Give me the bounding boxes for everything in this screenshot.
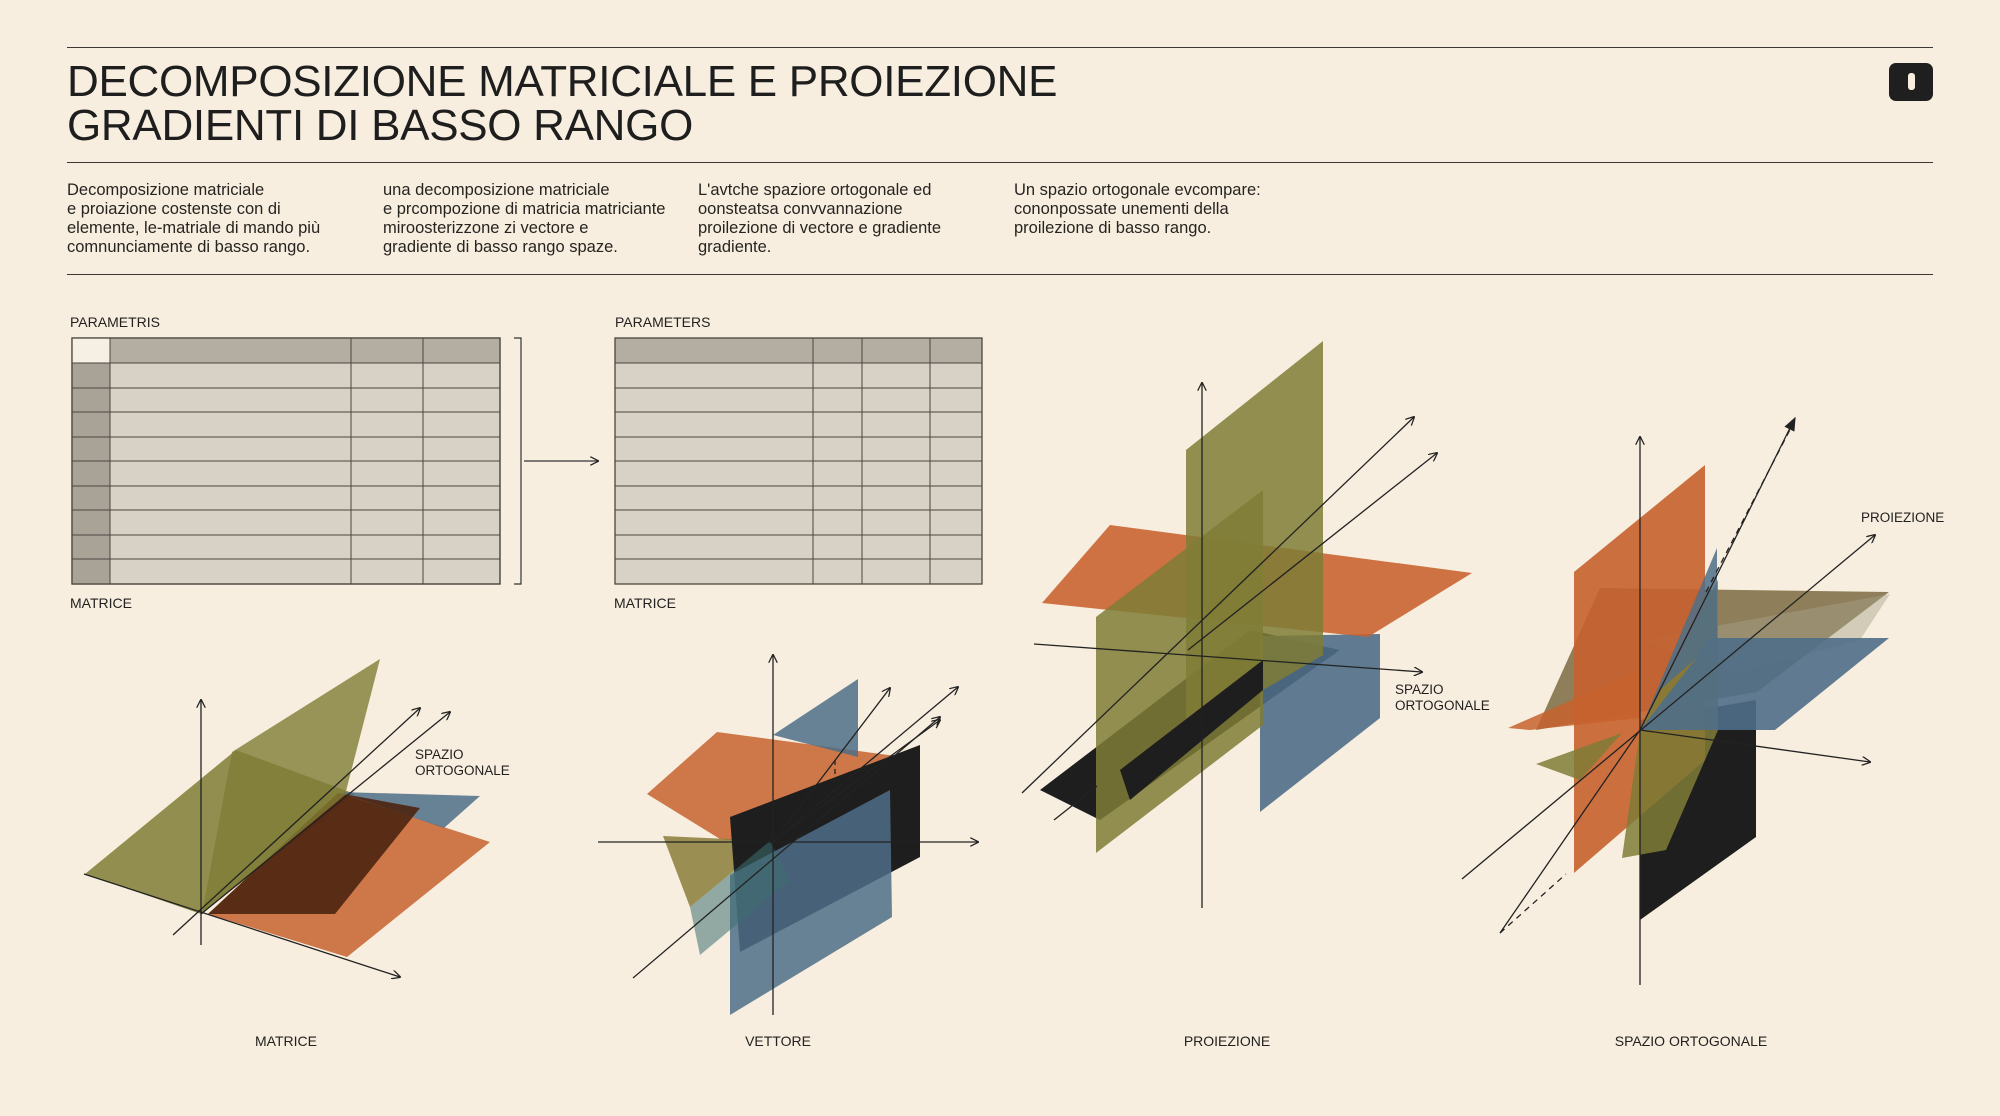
paragraph-line: cononpossate unementi della	[1014, 200, 1229, 218]
spazio-ortogonale-label-1	[415, 747, 510, 779]
paragraph-line: Un spazio ortogonale evcompare:	[1014, 181, 1261, 199]
caption-spazio-ortogonale: SPAZIO ORTOGONALE	[1614, 1033, 1768, 1049]
paragraph-line: L'avtche spaziore ortogonale ed	[698, 181, 932, 199]
right-table-footer-label: MATRICE	[614, 595, 676, 611]
vettore-diagram	[598, 655, 978, 1015]
paragraph-line: e proiazione costenste con di	[67, 200, 281, 218]
proiezione-label: PROIEZIONE	[1861, 510, 1945, 525]
paragraph-line: gradiente di basso rango spaze.	[383, 238, 618, 256]
left-table-header-label: PARAMETRIS	[70, 314, 160, 330]
paragraph-line: comnunciamente di basso rango.	[67, 238, 311, 256]
spazio-ortogonale-label-2	[1395, 682, 1490, 714]
proiezione-diagram	[1022, 341, 1472, 908]
caption-matrice: MATRICE	[255, 1033, 317, 1049]
paragraph-line: e prcompozione di matricia matriciante	[383, 200, 666, 218]
label-line: SPAZIO	[1395, 682, 1444, 697]
caption-proiezione: PROIEZIONE	[1183, 1033, 1271, 1049]
paragraph-line: gradiente.	[698, 238, 772, 256]
paragraph-line: proilezione di vectore e gradiente	[698, 219, 942, 237]
bracket-arrow	[514, 338, 598, 584]
paragraph-line: una decomposizione matriciale	[383, 181, 610, 199]
spazio-ortogonale-diagram	[1462, 418, 1890, 985]
left-matrix-table	[72, 338, 500, 584]
paragraph-line: Decomposizione matriciale	[67, 181, 265, 199]
label-line: SPAZIO	[415, 747, 464, 762]
right-table-header-label: PARAMETERS	[615, 314, 711, 330]
matrice-diagram	[84, 659, 490, 977]
left-table-footer-label: MATRICE	[70, 595, 132, 611]
paragraph-line: oonsteatsa convvannazione	[698, 200, 903, 218]
label-line: ORTOGONALE	[415, 763, 510, 778]
paragraph-line: miroosterizzone zi vectore e	[383, 219, 589, 237]
label-line: ORTOGONALE	[1395, 698, 1490, 713]
caption-vettore: VETTORE	[745, 1033, 811, 1049]
paragraph-line: proilezione di basso rango.	[1014, 219, 1212, 237]
paragraph-line: elemente, le-matriale di mando più	[67, 219, 321, 237]
page-title-line-1: DECOMPOSIZIONE MATRICIALE E PROIEZIONE	[67, 57, 1058, 106]
right-matrix-table	[615, 338, 982, 584]
page-title-line-2: GRADIENTI DI BASSO RANGO	[67, 101, 694, 150]
